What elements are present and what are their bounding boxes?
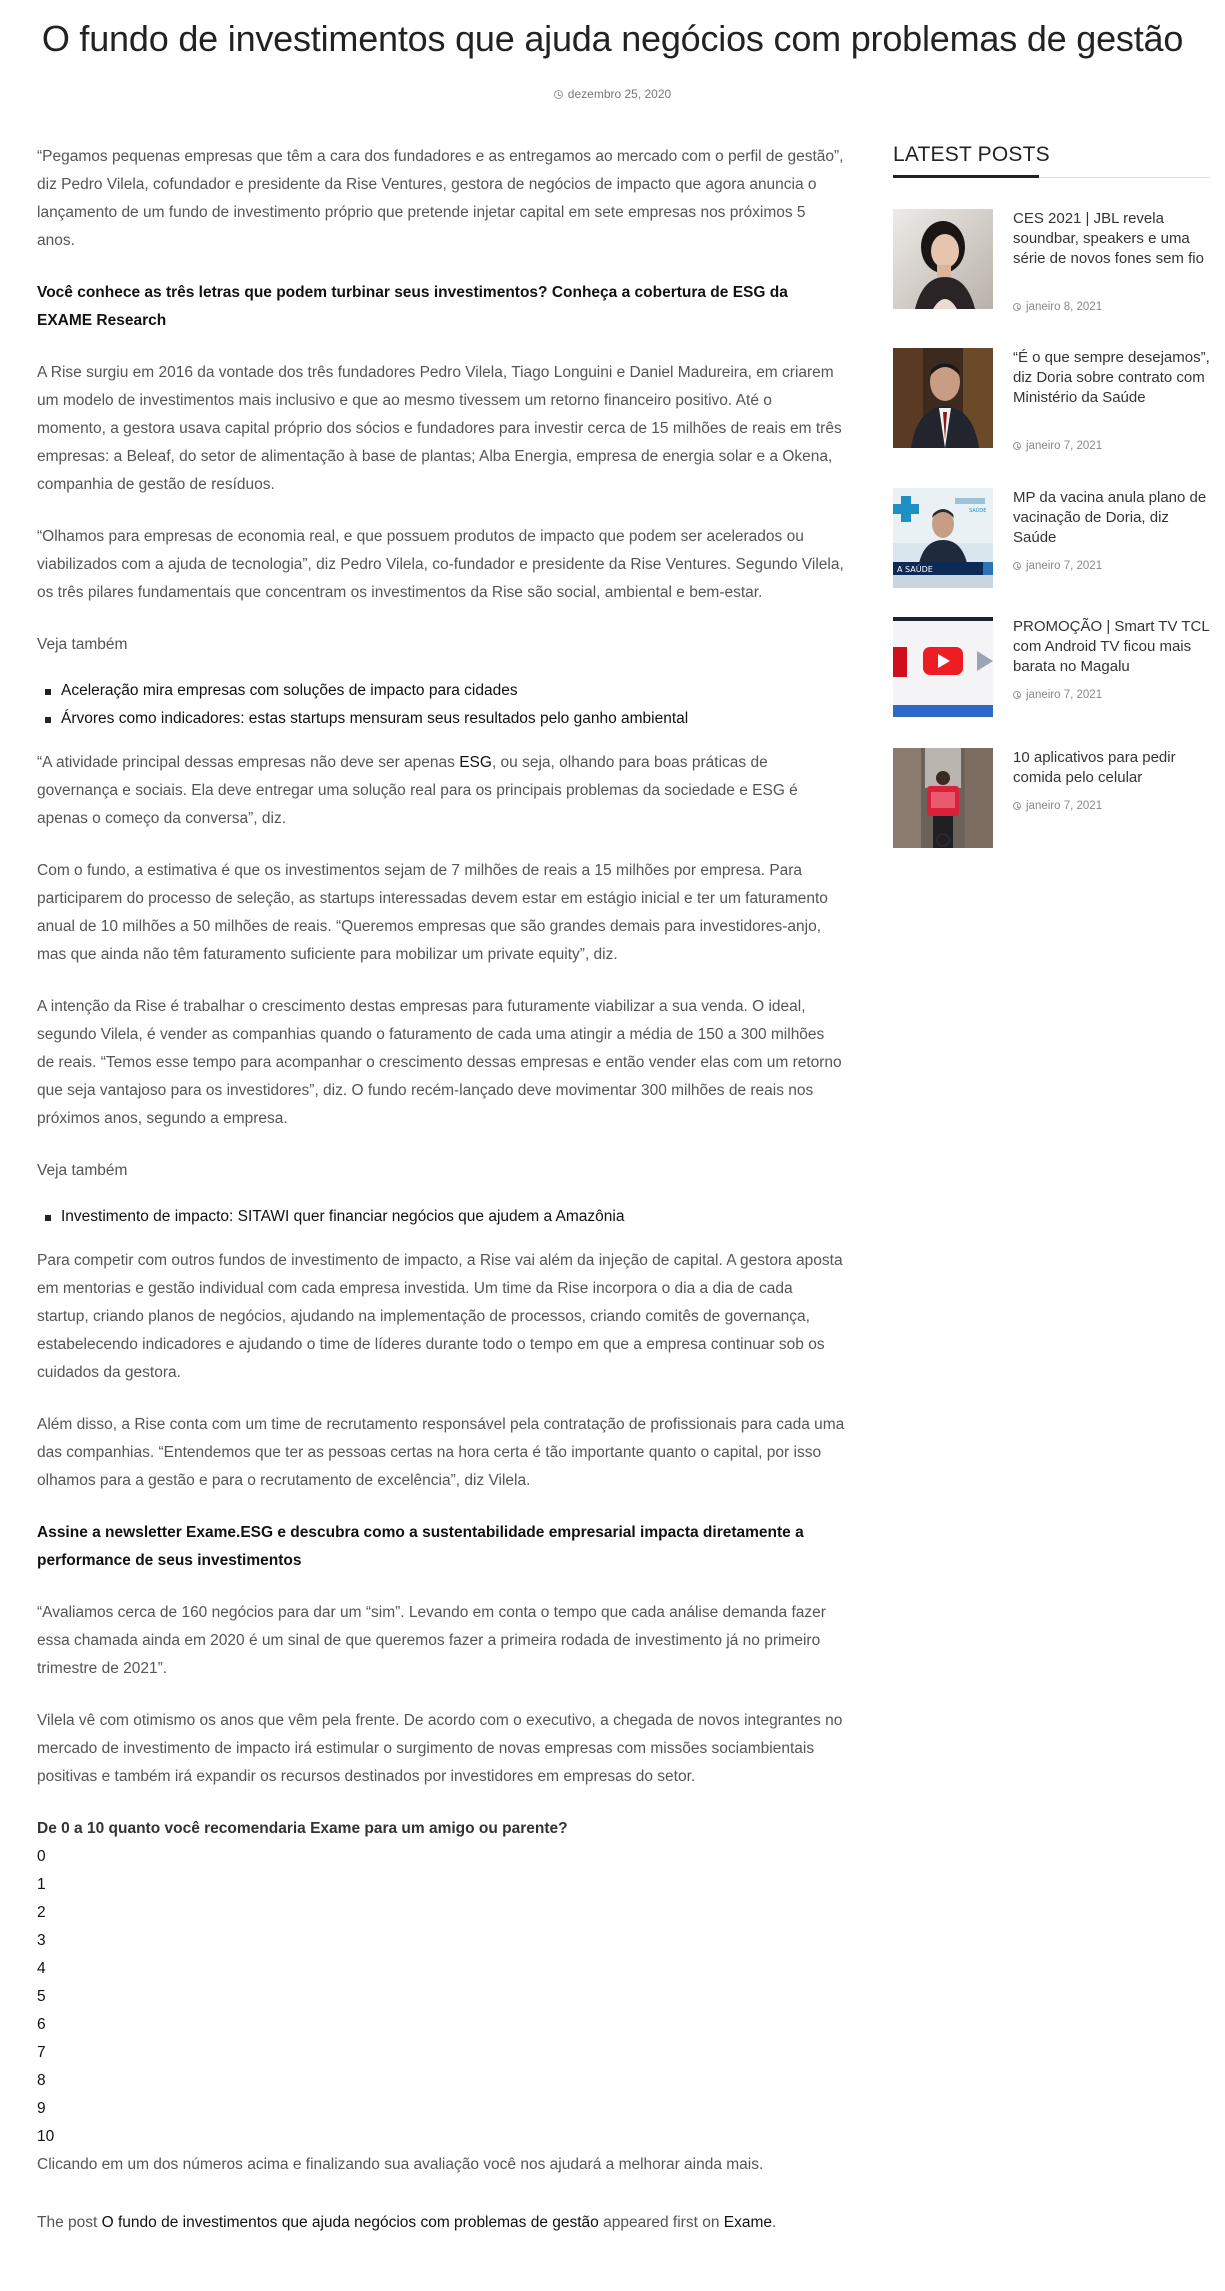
post-date	[1013, 689, 1102, 701]
post-thumbnail[interactable]	[893, 348, 993, 448]
footer-post-link[interactable]: O fundo de investimentos que ajuda negócios com problemas de gestão	[101, 2214, 599, 2231]
paragraph: Com o fundo, a estimativa é que os investimentos sejam de 7 milhões de reais a 15 milhões por empresa. Para participarem do processo de seleção, as startups interessadas devem estar em estágio inicial e ter um faturamento anual de 10 milhões a 50 milhões de reais. “Queremos empresas que são grandes demais para investidores-anjo, mas que ainda não têm faturamento suficiente para mobilizar um private equity”, diz.	[37, 862, 828, 963]
footer-source-link[interactable]: Exame	[723, 2214, 773, 2231]
post-date-text: janeiro 7, 2021	[1026, 560, 1103, 572]
paragraph: Além disso, a Rise conta com um time de recrutamento responsável pela contratação de profissionais para cada uma das companhias. “Entendemos que ter as pessoas certas na hora certa é tão importante quanto o capital, por isso olhamos para a gestão e para o recrutamento de excelência”, diz Vilela.	[37, 1416, 845, 1489]
post-date	[1013, 800, 1102, 812]
survey-option[interactable]: 2	[37, 1904, 46, 1921]
survey-note: Clicando em um dos números acima e finalizando sua avaliação você nos ajudará a melhorar ainda mais.	[37, 2156, 764, 2173]
sidebar-title: LATEST POSTS	[893, 143, 1050, 166]
survey-option[interactable]: 6	[37, 2016, 46, 2033]
post-date-text: janeiro 7, 2021	[1026, 440, 1103, 452]
post-date	[0, 87, 1225, 101]
paragraph	[37, 749, 845, 833]
latest-post[interactable]	[893, 209, 1210, 313]
post-date	[1013, 560, 1102, 572]
paragraph: A intenção da Rise é trabalhar o crescimento destas empresas para futuramente viabilizar a sua venda. O ideal, segundo Vilela, é vender as companhias quando o faturamento de cada uma atingir a média de 150 a 300 milhões de reais. “Temos esse tempo para acompanhar o crescimento dessas empresas e então vender elas com um retorno que seja vantajoso para os investidores”, diz. O fundo recém-lançado deve movimentar 300 milhões de reais nos próximos anos, segundo a empresa.	[37, 998, 842, 1127]
latest-post[interactable]	[893, 748, 1210, 848]
clock-icon	[1013, 802, 1021, 810]
post-title[interactable]: MP da vacina anula plano de vacinação de Doria, diz Saúde	[1013, 489, 1207, 546]
paragraph: “Pegamos pequenas empresas que têm a cara dos fundadores e as entregamos ao mercado com o perfil de gestão”, diz Pedro Vilela, cofundador e presidente da Rise Ventures, gestora de negócios de impacto que agora anuncia o lançamento de um fundo de investimento próprio que pretende injetar capital em sete empresas nos próximos 5 anos.	[37, 148, 844, 249]
post-date-text: janeiro 7, 2021	[1026, 800, 1103, 812]
post-thumbnail[interactable]	[893, 617, 993, 717]
post-thumbnail[interactable]	[893, 748, 993, 848]
post-date-text: janeiro 8, 2021	[1026, 301, 1103, 313]
paragraph-text: , ou seja, olhando para boas práticas de governança e sociais. Ela deve entregar uma solução real para os principais problemas da sociedade e ESG é apenas o começo da conversa”, diz.	[37, 754, 798, 827]
paragraph: “Olhamos para empresas de economia real, e que possuem produtos de impacto que podem ser acelerados ou viabilizados com a ajuda de tecnologia”, diz Pedro Vilela, co-fundador e presidente da Rise Ventures. Segundo Vilela, os três pilares fundamentais que concentram os investimentos da Rise são social, ambiental e bem-estar.	[37, 528, 844, 601]
survey-option[interactable]: 8	[37, 2072, 46, 2089]
esg-promo-link[interactable]: Você conhece as três letras que podem turbinar seus investimentos? Conheça a cobertura de ESG da EXAME Research	[37, 284, 788, 329]
esg-link[interactable]: ESG	[459, 754, 492, 771]
post-title[interactable]: 10 aplicativos para pedir comida pelo celular	[1013, 749, 1176, 786]
survey-option[interactable]: 7	[37, 2044, 46, 2061]
sidebar	[893, 143, 1210, 812]
footer-text: appeared first on	[598, 2214, 724, 2231]
clock-icon	[554, 90, 563, 99]
paragraph: Vilela vê com otimismo os anos que vêm pela frente. De acordo com o executivo, a chegada de novos integrantes no mercado de investimento de impacto irá estimular o surgimento de novas empresas com missões sociambientais positivas e também irá expandir os recursos destinados por investidores em empresas do setor.	[37, 1712, 843, 1785]
paragraph: A Rise surgiu em 2016 da vontade dos três fundadores Pedro Vilela, Tiago Longuini e Daniel Madureira, em criarem um modelo de investimentos mais inclusivo e que ao mesmo tivessem um retorno financeiro positivo. Até o momento, a gestora usava capital próprio dos sócios e fundadores para investir cerca de 15 milhões de reais em três empresas: a Beleaf, do setor de alimentação à base de plantas; Alba Energia, empresa de energia solar e a Okena, companhia de gestão de resíduos.	[37, 364, 842, 493]
article-body	[37, 143, 845, 2261]
survey-option[interactable]: 3	[37, 1932, 46, 1949]
related-links-list	[37, 677, 845, 733]
survey-option[interactable]: 9	[37, 2100, 46, 2117]
post-thumbnail[interactable]	[893, 488, 993, 588]
survey-scale	[37, 1843, 845, 2151]
post-date-text: dezembro 25, 2020	[567, 87, 672, 101]
related-link[interactable]: Árvores como indicadores: estas startups mensuram seus resultados pelo ganho ambiental	[45, 705, 845, 733]
clock-icon	[1013, 691, 1021, 699]
sidebar-divider	[893, 177, 1210, 178]
post-date	[1013, 440, 1102, 452]
paragraph: Para competir com outros fundos de investimento de impacto, a Rise vai além da injeção de capital. A gestora aposta em mentorias e gestão individual com cada empresa investida. Um time da Rise incorpora o dia a dia de cada startup, criando planos de negócios, ajudando na implementação de processos, criando comitês de governança, estabelecendo indicadores e ajudando o time de líderes durante todo o tempo em que a empresa continuar sob os cuidados da gestora.	[37, 1252, 843, 1381]
thumbnail-text: SAÚDE	[969, 508, 987, 514]
page-title: O fundo de investimentos que ajuda negócios com problemas de gestão	[41, 18, 1184, 59]
post-date	[1013, 301, 1102, 313]
latest-post[interactable]	[893, 348, 1210, 452]
post-thumbnail[interactable]	[893, 209, 993, 309]
post-title[interactable]: CES 2021 | JBL revela soundbar, speakers e uma série de novos fones sem fio	[1013, 210, 1204, 267]
survey-option[interactable]: 4	[37, 1960, 46, 1977]
post-title[interactable]: PROMOÇÃO | Smart TV TCL com Android TV ficou mais barata no Magalu	[1013, 618, 1210, 675]
post-footer	[37, 2209, 845, 2237]
latest-post[interactable]	[893, 488, 1210, 588]
paragraph: “Avaliamos cerca de 160 negócios para dar um “sim”. Levando em conta o tempo que cada análise demanda fazer essa chamada ainda em 2020 é um sinal de que queremos fazer a primeira rodada de investimento já no primeiro trimestre de 2021”.	[37, 1604, 826, 1677]
clock-icon	[1013, 562, 1021, 570]
post-title[interactable]: “É o que sempre desejamos”, diz Doria sobre contrato com Ministério da Saúde	[1013, 349, 1210, 406]
related-link[interactable]: Aceleração mira empresas com soluções de impacto para cidades	[45, 677, 845, 705]
survey-option[interactable]: 0	[37, 1848, 46, 1865]
footer-text: The post	[37, 2214, 102, 2231]
survey-option[interactable]: 5	[37, 1988, 46, 2005]
related-link[interactable]: Investimento de impacto: SITAWI quer financiar negócios que ajudem a Amazônia	[45, 1203, 845, 1231]
related-links-list	[37, 1203, 845, 1231]
thumbnail-text: A SAÚDE	[897, 565, 933, 574]
post-date-text: janeiro 7, 2021	[1026, 689, 1103, 701]
survey-option[interactable]: 10	[37, 2128, 55, 2145]
newsletter-link[interactable]: Assine a newsletter Exame.ESG e descubra como a sustentabilidade empresarial impacta diretamente a performance de seus investimentos	[37, 1524, 804, 1569]
footer-text: .	[772, 2214, 777, 2231]
paragraph-text: “A atividade principal dessas empresas não deve ser apenas	[37, 754, 460, 771]
survey-question: De 0 a 10 quanto você recomendaria Exame para um amigo ou parente?	[37, 1820, 568, 1837]
see-also-label: Veja também	[37, 1162, 128, 1179]
see-also-label: Veja também	[37, 636, 128, 653]
latest-post[interactable]	[893, 617, 1210, 717]
clock-icon	[1013, 303, 1021, 311]
clock-icon	[1013, 442, 1021, 450]
survey-option[interactable]: 1	[37, 1876, 46, 1893]
